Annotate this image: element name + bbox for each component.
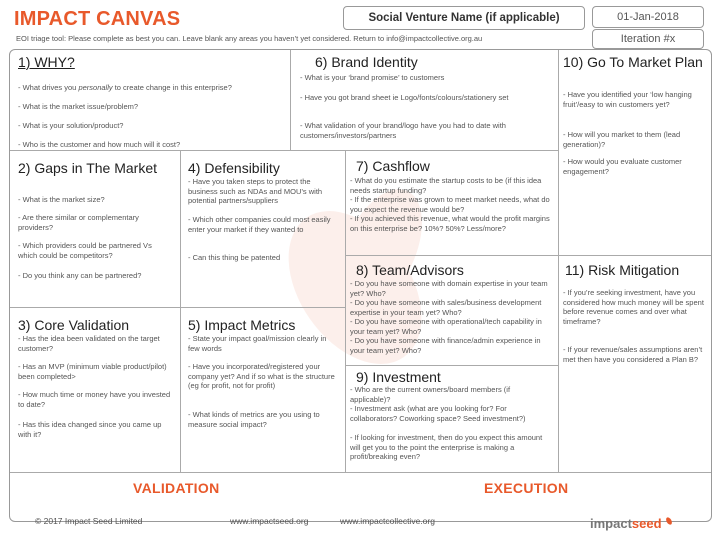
divider bbox=[10, 150, 290, 151]
brand-question-2: - Have you got brand sheet ie Logo/fonts/colours/stationery set bbox=[300, 93, 509, 102]
logo-text-seed: seed bbox=[631, 516, 662, 531]
gaps-question-4: - Do you think any can be partnered? bbox=[18, 271, 142, 280]
impactseed-logo bbox=[590, 516, 673, 531]
instructions-text: EOI triage tool: Please complete as best you can. Leave blank any areas you haven’t yet considered. Return to info@impactcollective.org.au bbox=[16, 34, 483, 43]
cashflow-question-3: - If you achieved this revenue, what would the profit margins on this enterprise be? 10%? 50%? Less/more? bbox=[350, 214, 550, 233]
risk-question-1: - If you’re seeking investment, have you considered how much money will be spent before revenue comes and over what timeframe? bbox=[563, 288, 704, 326]
core-question-4: - Has this idea changed since you came up with it? bbox=[18, 420, 162, 439]
section-title-why: 1) WHY? bbox=[18, 54, 75, 70]
section-title-investment: 9) Investment bbox=[356, 369, 441, 385]
metrics-question-2: - Have you incorporated/registered your company yet? And if so what is the structure (eg for profit, not for profit) bbox=[188, 362, 335, 390]
section-title-gaps-in-market: 2) Gaps in The Market bbox=[18, 160, 158, 176]
cashflow-question-1: - What do you estimate the startup costs to be (if this idea needs startup funding? bbox=[350, 176, 542, 195]
website-impactcollective-link[interactable]: www.impactcollective.org bbox=[340, 516, 435, 526]
section-title-core-validation: 3) Core Validation bbox=[18, 317, 130, 333]
section-title-go-to-market: 10) Go To Market Plan bbox=[563, 54, 703, 70]
execution-label: EXECUTION bbox=[484, 480, 569, 496]
validation-label: VALIDATION bbox=[133, 480, 220, 496]
brand-question-3: - What validation of your brand/logo have you had to date with customers/investors/partners bbox=[300, 121, 506, 140]
team-question-4: - Do you have someone with finance/admin experience in your team yet? Who? bbox=[350, 336, 541, 355]
divider bbox=[290, 50, 291, 151]
investment-question-3: - If looking for investment, then do you expect this amount will get you to the point the enterprise is making a profit/breaking even? bbox=[350, 433, 543, 461]
defensibility-question-1: - Have you taken steps to protect the business such as NDAs and MOU’s with potential partners/suppliers bbox=[188, 177, 323, 205]
divider bbox=[180, 150, 181, 472]
divider bbox=[290, 150, 558, 151]
gaps-question-3: - Which providers could be partnered Vs which could be competitors? bbox=[18, 241, 152, 260]
section-title-cashflow: 7) Cashflow bbox=[356, 158, 430, 174]
section-title-impact-metrics: 5) Impact Metrics bbox=[188, 317, 296, 333]
divider bbox=[10, 307, 345, 308]
brand-question-1: - What is your ‘brand promise’ to customers bbox=[300, 73, 445, 82]
core-question-3: - How much time or money have you invested to date? bbox=[18, 390, 171, 409]
why-question-3: - What is your solution/product? bbox=[18, 121, 124, 130]
investment-question-1: - Who are the current owners/board members (if applicable)? bbox=[350, 385, 511, 404]
team-question-3: - Do you have someone with operational/tech capability in your team yet? Who? bbox=[350, 317, 542, 336]
gtm-question-3: - How would you evaluate customer engagement? bbox=[563, 157, 682, 176]
why-question-1: - What drives you personally to create change in this enterprise? bbox=[18, 83, 232, 92]
section-title-risk-mitigation: 11) Risk Mitigation bbox=[565, 262, 680, 278]
website-impactseed-link[interactable]: www.impactseed.org bbox=[230, 516, 309, 526]
core-question-1: - Has the idea been validated on the target customer? bbox=[18, 334, 160, 353]
defensibility-question-2: - Which other companies could most easily enter your market if they wanted to bbox=[188, 215, 331, 234]
risk-question-2: - If your revenue/sales assumptions aren’t met then have you considered a Plan B? bbox=[563, 345, 703, 364]
investment-question-2: - Investment ask (what are you looking for? For collaborators? Coworking space? Seed investment?) bbox=[350, 404, 526, 423]
divider bbox=[345, 365, 558, 366]
gtm-question-2: - How will you market to them (lead generation)? bbox=[563, 130, 681, 149]
gaps-question-2: - Are there similar or complementary providers? bbox=[18, 213, 139, 232]
cashflow-question-2: - If the enterprise was grown to meet market needs, what do you expect the revenue would be? bbox=[350, 195, 550, 214]
why-question-4: - Who is the customer and how much will it cost? bbox=[18, 140, 181, 149]
gaps-question-1: - What is the market size? bbox=[18, 195, 105, 204]
core-question-2: - Has an MVP (minimum viable product/pilot) been completed> bbox=[18, 362, 167, 381]
copyright-text: © 2017 Impact Seed Limited bbox=[35, 516, 143, 526]
defensibility-question-3: - Can this thing be patented bbox=[188, 253, 281, 262]
section-title-defensibility: 4) Defensibility bbox=[188, 160, 280, 176]
team-question-1: - Do you have someone with domain expertise in your team yet? Who? bbox=[350, 279, 548, 298]
divider bbox=[10, 472, 711, 473]
why-question-2: - What is the market issue/problem? bbox=[18, 102, 139, 111]
divider bbox=[558, 50, 559, 472]
metrics-question-1: - State your impact goal/mission clearly in few words bbox=[188, 334, 327, 353]
canvas-title: IMPACT CANVAS bbox=[14, 8, 181, 30]
seed-logo-icon bbox=[665, 516, 673, 526]
team-question-2: - Do you have someone with sales/business development expertise in your team yet? Who? bbox=[350, 298, 542, 317]
iteration-field[interactable]: Iteration #x bbox=[592, 29, 704, 49]
logo-text-impact: impact bbox=[590, 516, 632, 531]
divider bbox=[558, 255, 711, 256]
section-title-team-advisors: 8) Team/Advisors bbox=[356, 262, 464, 278]
section-title-brand-identity: 6) Brand Identity bbox=[315, 54, 418, 70]
divider bbox=[345, 255, 558, 256]
date-field[interactable]: 01-Jan-2018 bbox=[592, 6, 704, 28]
venture-name-field[interactable]: Social Venture Name (if applicable) bbox=[343, 6, 585, 30]
gtm-question-1: - Have you identified your ‘low hanging fruit’/easy to win customers yet? bbox=[563, 90, 692, 109]
metrics-question-3: - What kinds of metrics are you using to measure social impact? bbox=[188, 410, 320, 429]
divider bbox=[345, 150, 346, 472]
